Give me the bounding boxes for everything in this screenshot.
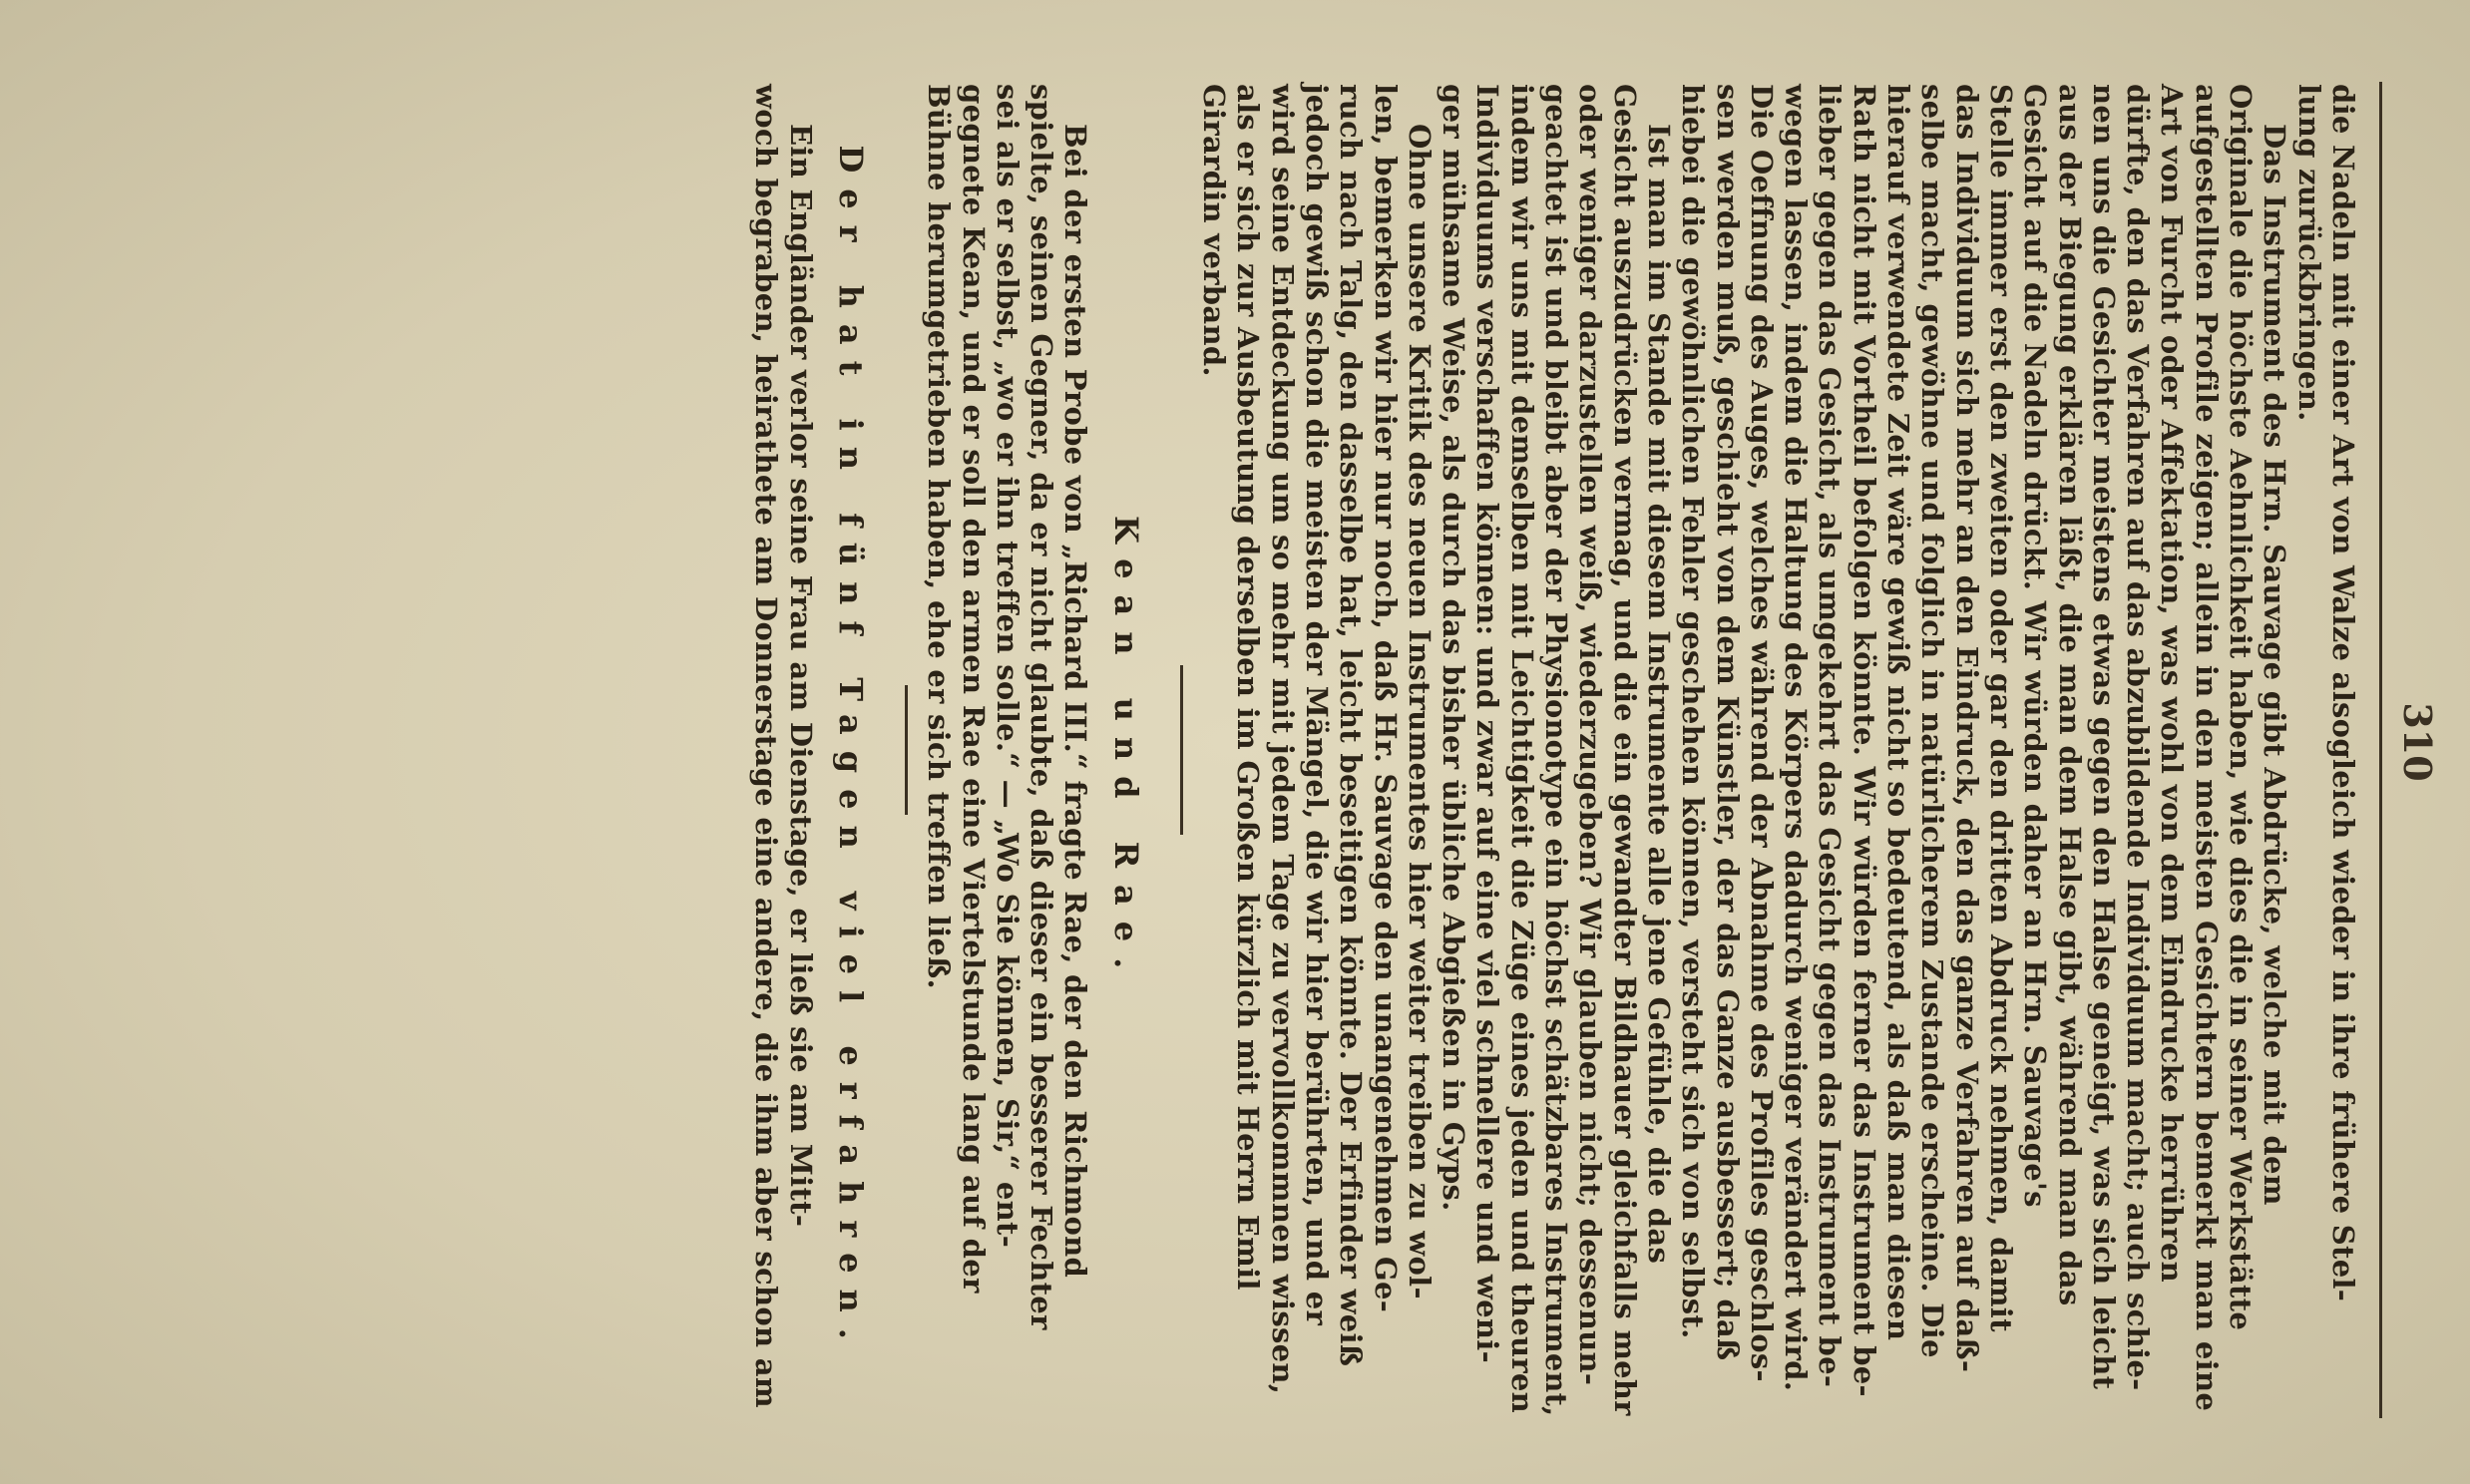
text-line: Bühne herumgetrieben haben, ehe er sich treffen ließ. [922,84,957,989]
text-line: selbe macht, gewöhne und folglich in natürlicherem Zustande erscheine. Die [1915,84,1950,1358]
text-line: Rath nicht mit Vortheil befolgen könnte. Wir würden ferner das Instrument be- [1847,84,1881,1397]
text-line: jedoch gewiß schon die meisten der Mängel, die wir hier berührten, und er [1300,84,1334,1326]
text-line: dürfte, den das Verfahren auf das abzubildende Individuum macht; auch schie- [2121,84,2156,1391]
text-line: sen werden muß, geschieht von dem Künstler, der das Ganze ausbessert; daß [1710,84,1745,1361]
text-line: hiebei die gewöhnlichen Fehler geschehen können, versteht sich von selbst. [1676,84,1711,1339]
section-divider [1180,665,1183,835]
text-line: ruch nach Talg, den dasselbe hat, leicht beseitigen könnte. Der Erfinder weiß [1334,84,1369,1367]
section-heading: Der hat in fünf Tagen viel erfahren. [832,145,870,1355]
text-line: Das Instrument des Hrn. Sauvage gibt Abdrücke, welche mit dem [2258,124,2292,1206]
text-line: spielte, seinen Gegner, da er nicht glaubte, daß dieser ein besserer Fechter [1025,84,1059,1330]
text-line: woch begraben, heirathete am Donnerstage eine andere, die ihm aber schon am [749,84,784,1408]
page-number: 310 [2395,702,2440,782]
text-line: Bei der ersten Probe von „Richard III.“ fragte Rae, der den Richmond [1058,124,1093,1279]
text-line: das Individuum sich mehr an den Eindruck, den das ganze Verfahren auf daß- [1949,84,1984,1373]
text-line: Ein Engländer verlor seine Frau am Dienstage, er ließ sie am Mitt- [783,124,818,1228]
text-line: sei als er selbst, „wo er ihn treffen solle.“ — „Wo Sie können, Sir,“ ent- [990,84,1025,1249]
text-line: gegnete Kean, und er soll den armen Rae eine Viertelstunde lang auf der [956,84,991,1294]
text-line: lung zurückbringen. [2291,84,2326,422]
text-line: Girardin verband. [1197,84,1232,377]
text-line: len, bemerken wir hier nur noch, daß Hr. Sauvage den unangenehmen Ge- [1368,84,1403,1313]
text-line: ger mühsame Weise, als durch das bisher übliche Abgießen in Gyps. [1437,84,1471,1212]
section-heading: Kean und Rae. [1106,516,1145,985]
text-line: lieber gegen das Gesicht, als umgekehrt das Gesicht gegen das Instrument be- [1813,84,1848,1388]
text-line: Originale die höchste Aehnlichkeit haben, wie dies die in seiner Werkstätte [2224,84,2259,1331]
text-line: die Nadeln mit einer Art von Walze alsogleich wieder in ihre frühere Stel- [2326,84,2360,1302]
text-line: nen uns die Gesichter meistens etwas gegen den Halse geneigt, was sich leicht [2086,84,2121,1390]
text-line: Individuums verschaffen können: und zwar auf eine viel schnellere und weni- [1470,84,1505,1363]
text-line: Ist man im Stande mit diesem Instrumente alle jene Gefühle, die das [1642,124,1676,1265]
text-line: als er sich zur Ausbeutung derselben im Großen kürzlich mit Herrn Emil [1231,84,1266,1291]
text-line: Die Oeffnung des Auges, welches während der Abnahme des Profiles geschlos- [1744,84,1779,1382]
text-line: aufgestellten Profile zeigen; allein in den meisten Gesichtern bemerkt man eine [2189,84,2224,1412]
text-line: hierauf verwendete Zeit wäre gewiß nicht so bedeutend, als daß man diesen [1881,84,1916,1341]
text-line: Gesicht auszudrücken vermag, und die ein gewandter Bildhauer gleichfalls mehr [1607,84,1642,1416]
header-rule [2379,82,2382,1418]
text-line: Ohne unsere Kritik des neuen Instrumentes hier weiter treiben zu wol- [1402,124,1437,1299]
text-line: Art von Furcht oder Affektation, was wohl von dem Eindrucke herrühren [2155,84,2190,1283]
text-line: wird seine Entdeckung um so mehr mit jedem Tage zu vervollkommnen wissen, [1265,84,1300,1395]
text-line: wegen lassen, indem die Haltung des Körpers dadurch weniger verändert wird. [1779,84,1814,1392]
text-line: Stelle immer erst den zweiten oder gar den dritten Abdruck nehmen, damit [1984,84,2018,1332]
text-line: oder weniger darzustellen weiß, wiederzugeben? Wir glauben nicht; dessenun- [1573,84,1608,1386]
text-line: aus der Biegung erklären läßt, die man dem Halse gibt, während man das [2052,84,2087,1306]
section-divider [905,685,908,815]
text-line: Gesicht auf die Nadeln drückt. Wir würden daher an Hrn. Sauvage's [2018,84,2053,1208]
text-line: geachtet ist und bleibt aber der Physionotype ein höchst schätzbares Instrument, [1539,84,1574,1417]
text-line: indem wir uns mit demselben mit Leichtigkeit die Züge eines jeden und theuren [1504,84,1539,1414]
